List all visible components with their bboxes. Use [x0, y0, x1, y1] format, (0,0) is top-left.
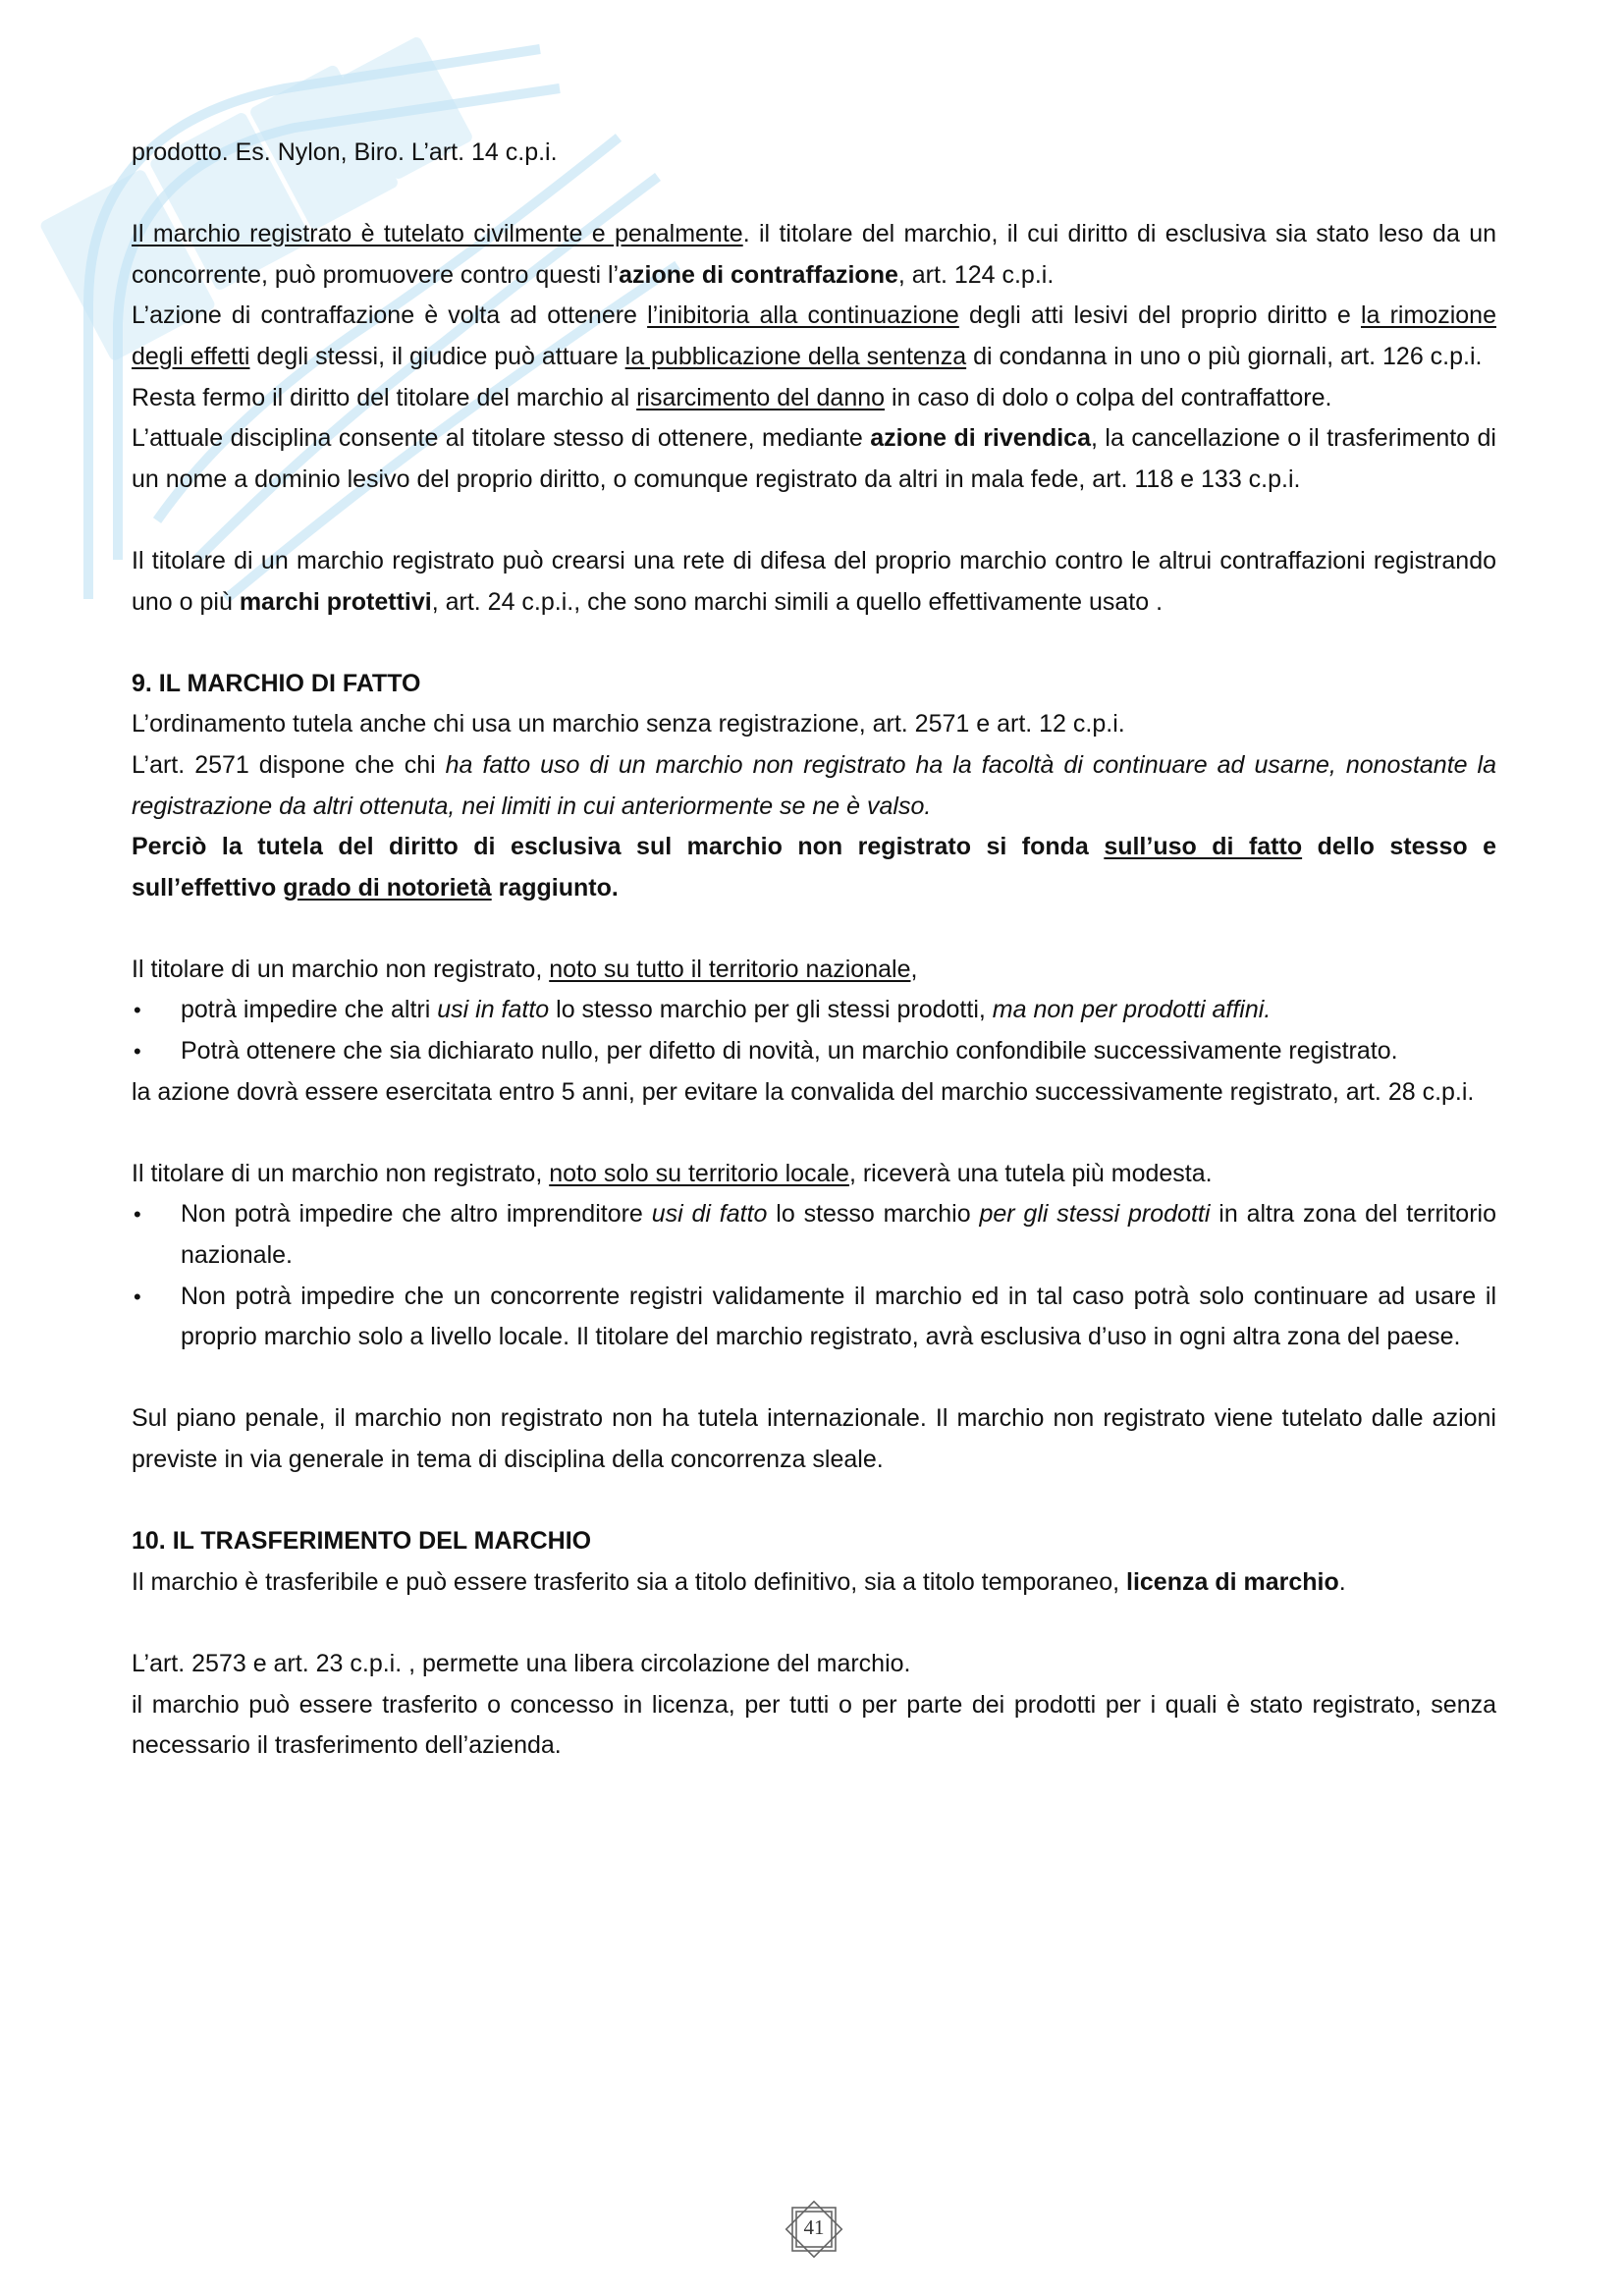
document-body	[132, 133, 1496, 1767]
paragraph: Resta fermo il diritto del titolare del marchio al risarcimento del danno in caso di dolo o colpa del contraffattore.	[132, 383, 1332, 411]
list-item: • Non potrà impedire che altro imprenditore usi di fatto lo stesso marchio per gli stessi prodotti in altra zona del territorio nazionale.	[132, 1194, 1496, 1276]
paragraph: il marchio può essere trasferito o concesso in licenza, per tutti o per parte dei prodotti per i quali è stato registrato, senza necessario il trasferimento dell’azienda.	[132, 1690, 1496, 1760]
paragraph: Il marchio registrato è tutelato civilmente e penalmente. il titolare del marchio, il cui diritto di esclusiva sia stato leso da un concorrente, può promuovere contro questi l’azione di contraffazione, art. 124 c.p.i.	[132, 220, 1497, 289]
bullet-icon: •	[134, 1039, 141, 1065]
paragraph: L’art. 2573 e art. 23 c.p.i. , permette una libera circolazione del marchio.	[132, 1649, 911, 1677]
paragraph: L’art. 2571 dispone che chi ha fatto uso di un marchio non registrato ha la facoltà di continuare ad usarne, nonostante la registrazione da altri ottenuta, nei limiti in cui anteriormente se ne è valso.	[132, 750, 1496, 820]
list-item: • Potrà ottenere che sia dichiarato nullo, per difetto di novità, un marchio confondibile successivamente registrato.	[132, 1031, 1496, 1072]
paragraph: la azione dovrà essere esercitata entro 5 anni, per evitare la convalida del marchio successivamente registrato, art. 28 c.p.i.	[132, 1077, 1475, 1106]
paragraph: Il titolare di un marchio registrato può crearsi una rete di difesa del proprio marchio contro le altrui contraffazioni registrando uno o più marchi protettivi, art. 24 c.p.i., che sono marchi simili a quello effettivamente usato .	[132, 546, 1496, 616]
bullet-list	[132, 990, 1496, 1071]
page-number-badge	[783, 2198, 845, 2261]
bullet-list	[132, 1194, 1496, 1357]
bullet-icon: •	[134, 1284, 141, 1309]
bullet-icon: •	[134, 998, 141, 1023]
paragraph: Sul piano penale, il marchio non registrato non ha tutela internazionale. Il marchio non registrato viene tutelato dalle azioni previste in via generale in tema di disciplina della concorrenza sleale.	[132, 1404, 1496, 1473]
paragraph: Il marchio è trasferibile e può essere trasferito sia a titolo definitivo, sia a titolo temporaneo, licenza di marchio.	[132, 1567, 1346, 1596]
page-number: 41	[803, 2215, 825, 2239]
bullet-icon: •	[134, 1202, 141, 1228]
section-heading: 10. IL TRASFERIMENTO DEL MARCHIO	[132, 1527, 592, 1556]
list-item: • potrà impedire che altri usi in fatto lo stesso marchio per gli stessi prodotti, ma non per prodotti affini.	[132, 990, 1496, 1031]
paragraph: Il titolare di un marchio non registrato, noto su tutto il territorio nazionale,	[132, 955, 918, 983]
paragraph: L’attuale disciplina consente al titolare stesso di ottenere, mediante azione di rivendica, la cancellazione o il trasferimento di un nome a dominio lesivo del proprio diritto, o comunque registrato da altri in mala fede, art. 118 e 133 c.p.i.	[132, 424, 1496, 493]
paragraph: Perciò la tutela del diritto di esclusiva sul marchio non registrato si fonda sull’uso di fatto dello stesso e sull’effettivo grado di notorietà raggiunto.	[132, 833, 1497, 902]
paragraph: L’azione di contraffazione è volta ad ottenere l’inibitoria alla continuazione degli atti lesivi del proprio diritto e la rimozione degli effetti degli stessi, il giudice può attuare la pubblicazione della sentenza di condanna in uno o più giornali, art. 126 c.p.i.	[132, 301, 1496, 370]
paragraph: Il titolare di un marchio non registrato, noto solo su territorio locale, riceverà una tutela più modesta.	[132, 1159, 1213, 1187]
list-item: • Non potrà impedire che un concorrente registri validamente il marchio ed in tal caso potrà solo continuare ad usare il proprio marchio solo a livello locale. Il titolare del marchio registrato, avrà esclusiva d’uso in ogni altra zona del paese.	[132, 1277, 1496, 1358]
section-heading: 9. IL MARCHIO DI FATTO	[132, 669, 421, 697]
paragraph: L’ordinamento tutela anche chi usa un marchio senza registrazione, art. 2571 e art. 12 c.p.i.	[132, 710, 1125, 738]
paragraph: prodotto. Es. Nylon, Biro. L’art. 14 c.p.i.	[132, 138, 558, 166]
